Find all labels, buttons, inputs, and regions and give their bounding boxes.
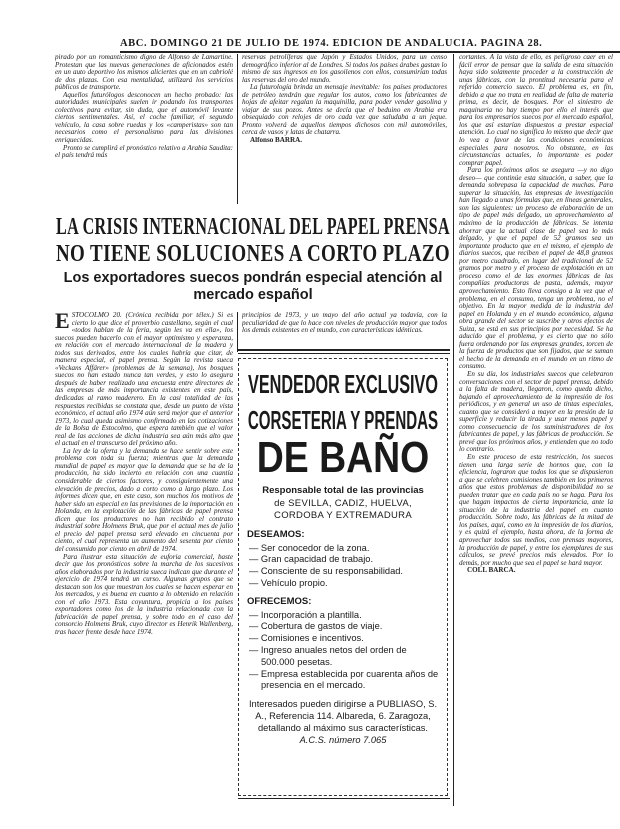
signature: COLL BARCA. bbox=[467, 566, 516, 575]
paragraph: Pronto se cumplirá el pronóstico relativo a Arabia Saudita: el país tendrá más bbox=[55, 143, 233, 160]
list-item: — Comisiones e incentivos. bbox=[247, 633, 439, 645]
list-item: — Incorporación a plantilla. bbox=[247, 610, 439, 622]
headline-line-2-row bbox=[55, 241, 451, 268]
right-column bbox=[459, 54, 613, 809]
list-item: — Vehículo propio. bbox=[247, 578, 439, 590]
paragraph: La futurología brinda un mensaje inevitable: los países productores de petróleo tendrán que regular los autos, como los fabricantes de hojas de afeitar regalan la maquinilla, para poder vender gasolina y viajar de sus pozos. Antes se decía que el beduino en Arabia era obsequiado con relojes de oro cada vez que saludaba a un jeque. Pronto volverá de aquellos tiempos dichosos con mil automóviles, cerca de vasos y latas de chatarra. bbox=[242, 83, 447, 137]
paragraph: La ley de la oferta y la demanda se hace sentir sobre este problema con toda su fuerza; mientras que la demanda mundial de papel es mayor que la demanda que se ha de la producción, ha sido incierto en relación con una cuantía considerable de ciertos factores, y consiguientemente una elevación de precios, dado a corto como a largo plazo. Los informes dicen que, en este caso, son muchos los motivos de haber sido un especial en las previsiones de la importación en Holanda, en la explotación de las fábricas de papel prensa dicen que los productores no han recibido el contrato industrial sobre Holmens Bruk, que por el actual mes de julio el precio del papel prensa será elevado en cincuenta por ciento, el cual representa un aumento del sesenta por ciento del consumido por ciento en abril de 1974. bbox=[55, 446, 233, 553]
column-divider bbox=[237, 312, 238, 352]
ad-contact: Interesados pueden dirigirse a PUBLIASO, S. A., Referencia 114. Albareda, 6. Zaragoza, detallando al máximo sus características. bbox=[248, 699, 438, 734]
paragraph: Para ilustrar esta situación de euforia comercial, baste decir que los pronósticos sobre la marcha de los sucesivos años elaborados por la industria sueca indican que durante el ejercicio de 1974 tendrá un curso. Algunas grupos que se destacan son los que muestran los cuales se hacen esperar en los mercados, y es buena en cuanto a lo obtenido en relación con el año 1973. Esta coyuntura, propicia a los países exportadores como los de la industria relacionada con la fabricación de papel prensa, y sobre todo en el caso del consorcio Holmens Bruk, cuyo director es Henrik Wallenberg, tras hacer frente desde hace 1974. bbox=[55, 552, 233, 636]
ad-wanted-list bbox=[247, 543, 439, 590]
article-left-column bbox=[55, 312, 233, 807]
list-item: — Gran capacidad de trabajo. bbox=[247, 554, 439, 566]
headline-line-1-row bbox=[55, 214, 451, 241]
ad-title-line-1-row bbox=[247, 369, 439, 399]
paragraph: STOCOLMO 20. (Crónica recibida por télex.) Si es cierto lo que dice el proverbio castellano, según el cual «todos hablan de la feria, según les va en ella», los suecos pueden hacerlo con el mayor optimismo y esperanza, en relación con el mercado internacional de la madera y todos sus derivados, entre los cuales habría que citar, de manera especial, el papel prensa. Según la revista sueca «Veckans Affärer» (problemas de la semana), los bosques suecos no han estado nunca tan verdes, y esto lo asegura después de haber realizado una encuesta entre directores de las empresas de más importancia existentes en este país, dedicadas al ramo maderero. En la casi totalidad de las respuestas recibidas se constata que, desde un punto de vista económico, el actual año 1974 aún será mejor que el anterior 1973, lo cual queda asimismo confirmado en las cotizaciones de la Bolsa de Estocolmo, que espera también que el valor real de las acciones de dicha industria sea aún más alto que el actual en el transcurso del próximo año. bbox=[55, 312, 233, 448]
list-item: — Ingreso anuales netos del orden de 500.000 pesetas. bbox=[247, 645, 439, 669]
article-headline bbox=[55, 214, 451, 304]
paragraph: En este proceso de esta restricción, los suecos tienen una larga serie de hornos que, con la eficiencia, lograron que todos los que se dispusieron a que se celebren comisiones también en los primeros años que estos problemas de disponibilidad no se pueden tratar que en cada país no se haga. Para los que hagan impactos de cierta importancia, ante la situación de la industria del papel en cuanto producción. Sobre todo, las fábricas de la mitad de los países, aquí, como en la impresión de los diarios, y es quizá el ejemplo, hasta ahora, de la forma de aprovechar todos sus medios, con prensas mayores, la producción de papel, y entre los ejemplares de sus cálculos, se prevé precios más elevados. Por lo demás, por mucho que sea el papel se hará mayor. bbox=[459, 452, 613, 567]
paragraph: reservas petrolíferas que Japón y Estados Unidos, para un censo demográfico inferior al de Londres. Si todos los países árabes gastan lo mismo de sus ingresos en los gasoilenos con ellos, consumirían todas las reservas del oro del mundo. bbox=[242, 54, 447, 84]
paragraph: cortantes. A la vista de ello, es peligroso caer en el fácil error de pensar que la salida de esta situación haya sido solamente proceder a la construcción de unas fábricas, con la prontitud necesaria para el referido comercio sueco. El problema es, en fin, debido a que no trata en realidad de falta de materia prima, es decir, de bosques. Por el siniestro de maquinaria no hay tiempo por ello el interés que para los empresarios suecos por el mercado español, los que así estarían dispuestos a prestar especial atención. Lo cual no significa lo mismo que decir que lo vea a favor de las condiciones económicas especiales para nosotros. No obstante, en las circunstancias actuales, lo importante es poder comprar papel. bbox=[459, 54, 613, 167]
divider bbox=[238, 353, 450, 354]
article-middle-column bbox=[242, 312, 447, 344]
column-divider bbox=[237, 54, 238, 204]
subtitle: Los exportadores suecos pondrán especial atención al mercado español bbox=[63, 270, 443, 303]
headline-line-1: LA CRISIS INTERNACIONAL DEL PAPEL PRENSA bbox=[56, 214, 450, 240]
column-divider bbox=[453, 54, 454, 806]
ad-offer-heading: OFRECEMOS: bbox=[247, 595, 312, 607]
divider bbox=[238, 798, 450, 799]
ad-offer-list bbox=[247, 610, 439, 693]
paragraph: pirado por un romanticismo digno de Alfonso de Lamartine. Protestan que las nuevas generaciones de aficionados estén en un auto deportivo los mismos aliciertes que en un cabriolé de dos plazas. Con esa mentalidad, utilizará los servicios públicos de transporte. bbox=[55, 54, 233, 92]
paragraph: En su día, los industriales suecos que celebraron conversaciones con el sector de papel prensa, debido a la falta de madera, llegaron, como queda dicho, bajando el aprovechamiento de la impresión de los periódicos, y en general un uso de tintas especiales, cuanto que se consideró a mayor en la presión de la superficie y reducir la tirada y usar menos papel y como consecuencia de los suministradores de los fabricantes de papel, y las fábricas de producción. Se prevé que los próximos años, y entienden que no todo lo contrario. bbox=[459, 369, 613, 454]
ad-title-line-2: CORSETERIA Y PRENDAS bbox=[247, 405, 439, 435]
page-header: ABC. DOMINGO 21 DE JULIO DE 1974. EDICION DE ANDALUCIA. PAGINA 28. bbox=[120, 38, 620, 53]
classified-ad bbox=[238, 358, 448, 796]
ad-provinces-1: de SEVILLA, CADIZ, HUELVA, bbox=[274, 497, 412, 509]
top-middle-column bbox=[242, 54, 447, 205]
ad-title-line-2-row bbox=[247, 405, 439, 435]
top-left-column bbox=[55, 54, 233, 204]
paragraph: Aquellos futurólogos desconocen un hecho probado: las autoridades municipales suelen ir podando los transportes colectivos para evitar, sin duda, que el automóvil levante ciertos sentimentales. Así, el coche familiar, el segundo vehículo, la casa sobre ruedas y los «camperistas» son tan necesarios como el personalismo para las divisiones enriquecidas. bbox=[55, 90, 233, 145]
ad-title-line-1: VENDEDOR EXCLUSIVO bbox=[248, 369, 438, 399]
ad-responsible bbox=[247, 485, 439, 523]
ad-reference: A.C.S. número 7.065 bbox=[299, 735, 387, 746]
ad-provinces-2: CORDOBA Y EXTREMADURA bbox=[274, 510, 412, 521]
ad-responsible-text: Responsable total de las provincias bbox=[262, 485, 424, 496]
ad-title-line-3: DE BAÑO bbox=[256, 433, 430, 482]
list-item: — Consciente de su responsabilidad. bbox=[247, 566, 439, 578]
list-item: — Cobertura de gastos de viaje. bbox=[247, 621, 439, 633]
paragraph: principios de 1973, y un mayo del año actual ya todavía, con la peculiaridad de que lo hace con niveles de producción mayor que todos los demás existentes en el mundo, con características idénticas. bbox=[242, 312, 447, 335]
headline-line-2: NO TIENE SOLUCIONES A CORTO PLAZO bbox=[55, 241, 451, 267]
drop-cap: E bbox=[55, 312, 70, 333]
ad-wanted-heading: DESEAMOS: bbox=[247, 528, 305, 540]
list-item: — Empresa establecida por cuarenta años de presencia en el mercado. bbox=[247, 669, 439, 693]
paragraph: Para los próximos años se asegura —y no digo deseo— que continúe esta situación, a saber, que la demanda sobrepasa la capacidad de muchas. Para superar la situación, las empresas de investigación han llegado a unas fórmulas que, en líneas generales, son las siguientes: un proceso de elaboración de un tipo de papel más delgado, un aprovechamiento al máximo de la producción de fábricas. Se intenta ahorrar que la actual clase de papel sea lo más delgado, y que el papel de 52 gramos sea un importante producto que en el mismo, el ejemplo de diarios suecos, que reciben el papel de 48,8 gramos por metro cuadrado, en lugar del tradicional de 52 gramos por metro y el proceso de explotación en un proceso como el de las enormes fábricas de las compañías productoras de pasta, además, mayor aprovechamiento. Esto lleva consigo a la vez que el problema, en el consumo, tenga un problema, no el objetivo. En la mayor medida de la industria del papel en Holanda y en el mundo económico, alguna obra grande del sector se suscribe y otros efectos de Suiza, se está en sus principios por necesidad. Se ha aducido que el problema, y es cierto que no sólo fuera ordenando por las empresas grandes, torcen de la fuerza de productos que son fijados, que se suman el hecho de la demanda en el mundo en un ritmo de consumo. bbox=[459, 166, 613, 371]
ad-title-line-3-row bbox=[247, 435, 439, 481]
divider bbox=[238, 349, 450, 351]
list-item: — Ser conocedor de la zona. bbox=[247, 543, 439, 555]
signature: Alfonso BARRA. bbox=[250, 136, 303, 145]
